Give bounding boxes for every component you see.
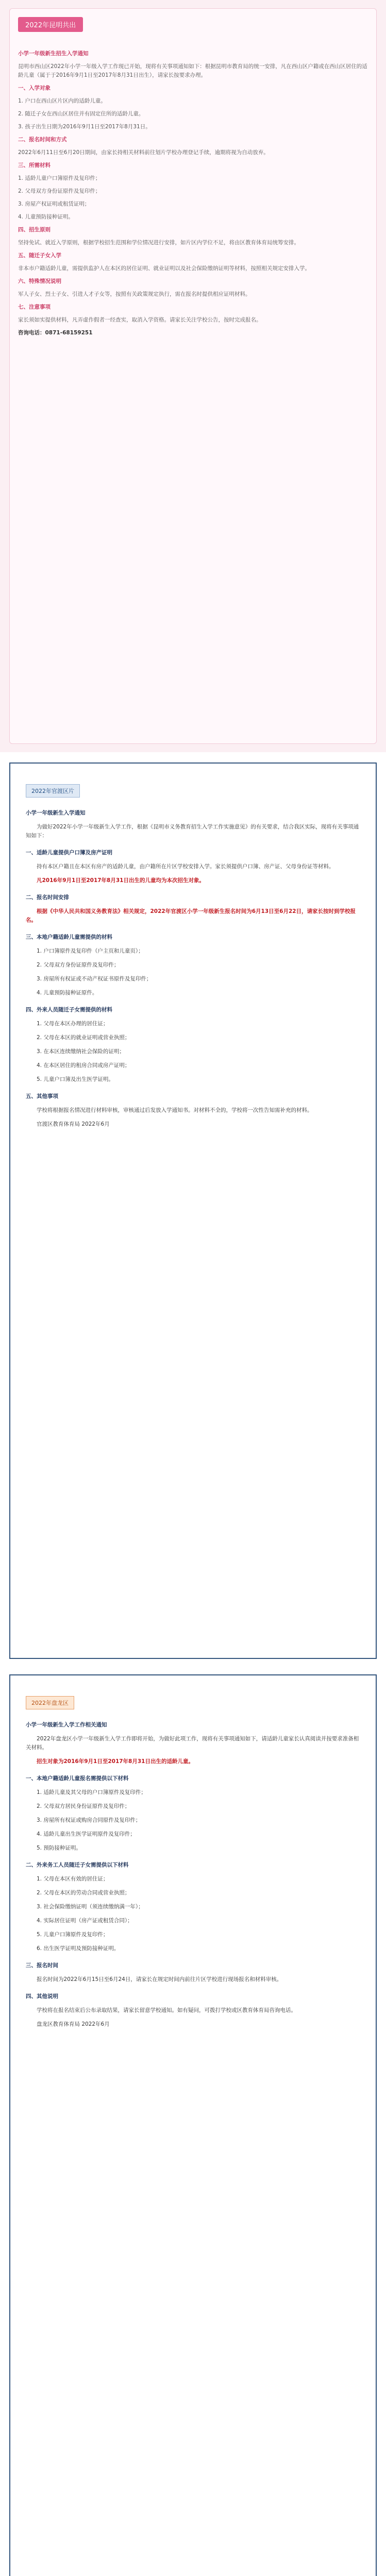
paragraph: 三、本地户籍适龄儿童需提供的材料 <box>26 934 112 940</box>
section-body <box>18 49 368 337</box>
paragraph: 小学一年级新生招生入学通知 <box>18 50 89 57</box>
paragraph: 昆明市西山区2022年小学一年级入学工作现已开始，现将有关事项通知如下：根据昆明市教育局的统一安排，凡在西山区户籍或在西山区居住的适龄儿童（属于于2016年9月1日至2017年8月31日出生），请家长按要求办理。 <box>18 63 367 78</box>
paragraph: 五、随迁子女入学 <box>18 252 61 259</box>
section-xishan <box>0 0 386 752</box>
paragraph: 3. 社会保险缴纳证明（须连续缴纳满一年）； <box>37 1904 144 1910</box>
section-guandu <box>9 762 377 1659</box>
paragraph: 军人子女、烈士子女、引进人才子女等，按照有关政策规定执行，需在报名时提供相应证明材料。 <box>18 291 251 297</box>
paragraph: 盘龙区教育体育局 2022年6月 <box>37 2021 110 2027</box>
section-title-tag: 2022年盘龙区 <box>26 1696 74 1709</box>
paragraph: 二、报名时间安排 <box>26 894 69 901</box>
paragraph: 1. 户口簿原件及复印件（户主页和儿童页）； <box>37 948 144 954</box>
paragraph: 三、所需材料 <box>18 162 51 168</box>
paragraph: 1. 适龄儿童户口簿原件及复印件； <box>18 175 101 181</box>
paragraph: 小学一年级新生入学通知 <box>26 810 86 816</box>
paragraph: 一、入学对象 <box>18 85 51 91</box>
paragraph: 一、本地户籍适龄儿童报名需提供以下材料 <box>26 1775 129 1782</box>
paragraph: 4. 实际居住证明（房产证或租赁合同）； <box>37 1918 133 1924</box>
paragraph: 三、报名时间 <box>26 1962 58 1969</box>
paragraph: 二、外来务工人员随迁子女需提供以下材料 <box>26 1862 129 1868</box>
paragraph: 2022年6月11日至6月20日期间，由家长持相关材料前往划片学校办理登记手续，逾期将视为自动放弃。 <box>18 149 269 156</box>
paragraph: 招生对象为2016年9月1日至2017年8月31日出生的适龄儿童。 <box>37 1758 194 1765</box>
paragraph: 1. 父母在本区有效的居住证； <box>37 1876 109 1882</box>
paragraph: 官渡区教育体育局 2022年6月 <box>37 1121 110 1127</box>
paragraph: 学校将根据报名情况进行材料审核，审核通过后发放入学通知书。对材料不全的，学校将一次性告知需补充的材料。 <box>37 1107 313 1113</box>
paragraph: 1. 适龄儿童及其父母的户口簿原件及复印件； <box>37 1789 146 1795</box>
paragraph: 为做好2022年小学一年级新生入学工作，根据《昆明市义务教育招生入学工作实施意见》的有关要求，结合我区实际，现将有关事项通知如下： <box>26 824 359 839</box>
paragraph: 4. 适龄儿童出生医学证明原件及复印件； <box>37 1831 136 1837</box>
paragraph: 1. 户口在西山区片区内的适龄儿童。 <box>18 98 106 104</box>
paragraph: 3. 房屋所有权证或不动产权证书原件及复印件； <box>37 976 152 982</box>
section-title-tag: 2022年昆明共出 <box>18 17 83 32</box>
paragraph: 小学一年级新生入学工作相关通知 <box>26 1722 107 1728</box>
paragraph: 4. 在本区居住的租房合同或房产证明； <box>37 1062 130 1069</box>
paragraph: 4. 儿童预防接种证原件。 <box>37 990 98 996</box>
section-title-tag: 2022年官渡区片 <box>26 784 80 798</box>
paragraph: 2. 父母在本区的劳动合同或营业执照； <box>37 1890 130 1896</box>
paragraph: 五、其他事项 <box>26 1093 58 1099</box>
paragraph: 3. 房屋产权证明或租赁证明； <box>18 201 90 207</box>
paragraph: 2. 父母在本区的就业证明或营业执照； <box>37 1035 130 1041</box>
paragraph: 5. 儿童户口簿原件及复印件； <box>37 1931 109 1938</box>
paragraph: 根据《中华人民共和国义务教育法》相关规定，2022年官渡区小学一年级新生报名时间为6月13日至6月22日，请家长按时到学校报名。 <box>26 908 356 923</box>
section-panlong <box>9 1674 377 2576</box>
paragraph: 咨询电话：0871-68159251 <box>18 330 93 336</box>
paragraph: 报名时间为2022年6月15日至6月24日，请家长在规定时间内前往片区学校进行现场报名和材料审核。 <box>37 1976 282 1982</box>
paragraph: 2022年盘龙区小学一年级新生入学工作即将开始，为做好此项工作，现将有关事项通知如下，请适龄儿童家长认真阅读并按要求准备相关材料。 <box>26 1736 359 1751</box>
paragraph: 七、注意事项 <box>18 304 51 310</box>
paragraph: 4. 儿童预防接种证明。 <box>18 214 74 220</box>
paragraph: 2. 父母双方居民身份证原件及复印件； <box>37 1803 130 1809</box>
section-body <box>26 1721 360 2029</box>
paragraph: 一、适龄儿童提供户口簿及房产证明 <box>26 850 112 856</box>
paragraph: 3. 在本区连续缴纳社会保险的证明； <box>37 1048 125 1055</box>
paragraph: 坚持免试、就近入学原则，根据学校招生范围和学位情况进行安排，如片区内学位不足，将由区教育体育局统筹安排。 <box>18 240 299 246</box>
paragraph: 六、特殊情况说明 <box>18 278 61 284</box>
paragraph: 1. 父母在本区办理的居住证； <box>37 1021 109 1027</box>
paragraph: 四、招生原则 <box>18 227 51 233</box>
paragraph: 非本市户籍适龄儿童，需提供监护人在本区的居住证明、就业证明以及社会保险缴纳证明等材料，按照相关规定安排入学。 <box>18 265 310 272</box>
paragraph: 6. 出生医学证明及预防接种证明。 <box>37 1945 120 1952</box>
paragraph: 学校将在报名结束后公布录取结果，请家长留意学校通知。如有疑问，可拨打学校或区教育体育局咨询电话。 <box>37 2007 296 2013</box>
paragraph: 家长须如实提供材料，凡弄虚作假者一经查实，取消入学资格。请家长关注学校公告，按时完成报名。 <box>18 317 262 323</box>
paragraph: 5. 儿童户口簿及出生医学证明。 <box>37 1076 114 1082</box>
paragraph: 凡2016年9月1日至2017年8月31日出生的儿童均为本次招生对象。 <box>37 877 205 884</box>
paragraph: 二、报名时间和方式 <box>18 137 67 143</box>
paragraph: 四、其他说明 <box>26 1993 58 1999</box>
paragraph: 四、外来人员随迁子女需提供的材料 <box>26 1007 112 1013</box>
paragraph: 5. 预防接种证明。 <box>37 1845 81 1851</box>
paragraph: 持有本区户籍且在本区有房产的适龄儿童，由户籍所在片区学校安排入学。家长须提供户口簿、房产证、父母身份证等材料。 <box>37 863 334 870</box>
paragraph: 2. 父母双方身份证原件及复印件； <box>37 962 120 968</box>
paragraph: 3. 房屋所有权证或购房合同原件及复印件； <box>37 1817 141 1823</box>
section-frame <box>9 8 377 744</box>
section-body <box>26 809 360 1129</box>
paragraph: 3. 孩子出生日期为2016年9月1日至2017年8月31日。 <box>18 124 151 130</box>
paragraph: 2. 父母双方身份证原件及复印件； <box>18 188 101 194</box>
paragraph: 2. 随迁子女在西山区居住并有固定住所的适龄儿童。 <box>18 111 144 117</box>
